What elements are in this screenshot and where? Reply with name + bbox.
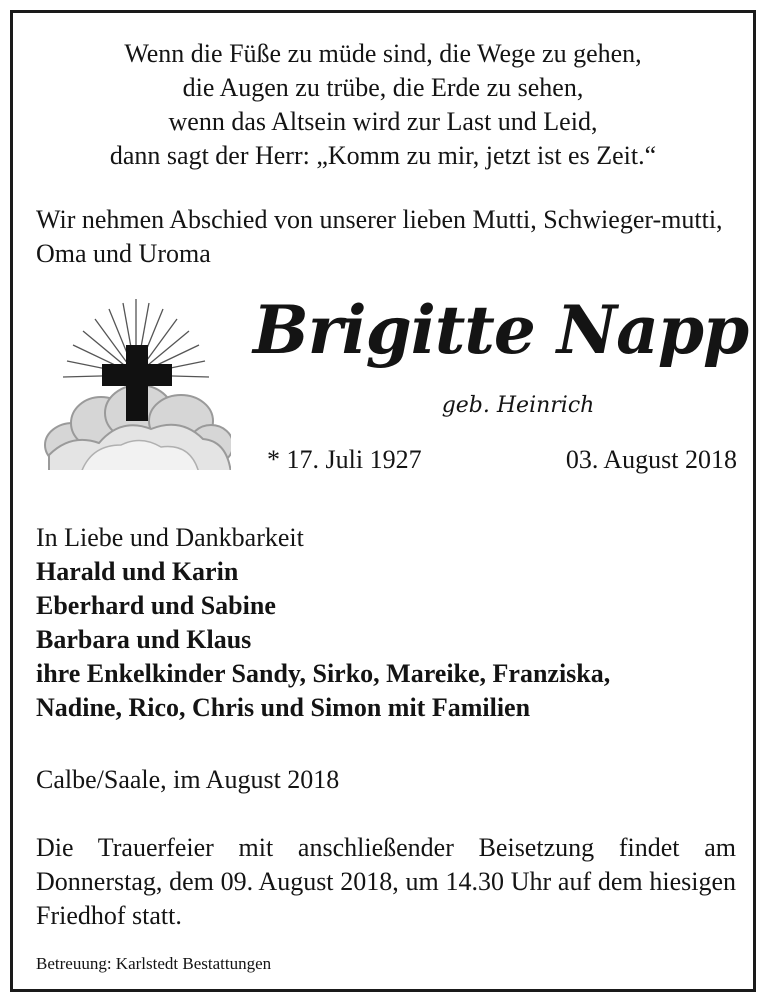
poem-line: die Augen zu trübe, die Erde zu sehen, — [182, 73, 584, 102]
funeral-info: Die Trauerfeier mit anschließender Beisetzung findet am Donnerstag, dem 09. August 2018, um 14.30 Uhr auf dem hiesigen Friedhof statt. — [36, 833, 736, 930]
family-name-line: ihre Enkelkinder Sandy, Sirko, Mareike, Franziska, — [36, 659, 611, 688]
family-name-line: Barbara und Klaus — [36, 625, 252, 654]
family-name-line: Nadine, Rico, Chris und Simon mit Familien — [36, 693, 531, 722]
family-name-line: Eberhard und Sabine — [36, 591, 276, 620]
birth-date: * 17. Juli 1927 — [267, 445, 422, 474]
death-date: 03. August 2018 — [565, 445, 737, 474]
poem — [13, 37, 753, 173]
cross-with-clouds-and-rays-icon — [31, 295, 231, 470]
poem-line: wenn das Altsein wird zur Last und Leid, — [168, 107, 598, 136]
undertaker-credit: Betreuung: Karlstedt Bestattungen — [36, 954, 272, 973]
place-and-date: Calbe/Saale, im August 2018 — [36, 765, 340, 794]
family-lead: In Liebe und Dankbarkeit — [36, 523, 304, 552]
maiden-name: geb. Heinrich — [441, 393, 595, 418]
poem-line: dann sagt der Herr: „Komm zu mir, jetzt ist es Zeit.“ — [109, 141, 657, 170]
intro-text: Wir nehmen Abschied von unserer lieben Mutti, Schwieger-mutti, Oma und Uroma — [36, 205, 723, 268]
poem-line: Wenn die Füße zu müde sind, die Wege zu gehen, — [124, 39, 642, 68]
notice-frame — [10, 10, 756, 992]
family-name-line: Harald und Karin — [36, 557, 239, 586]
deceased-name: Brigitte Napp — [253, 291, 749, 369]
family-signature — [36, 521, 746, 725]
